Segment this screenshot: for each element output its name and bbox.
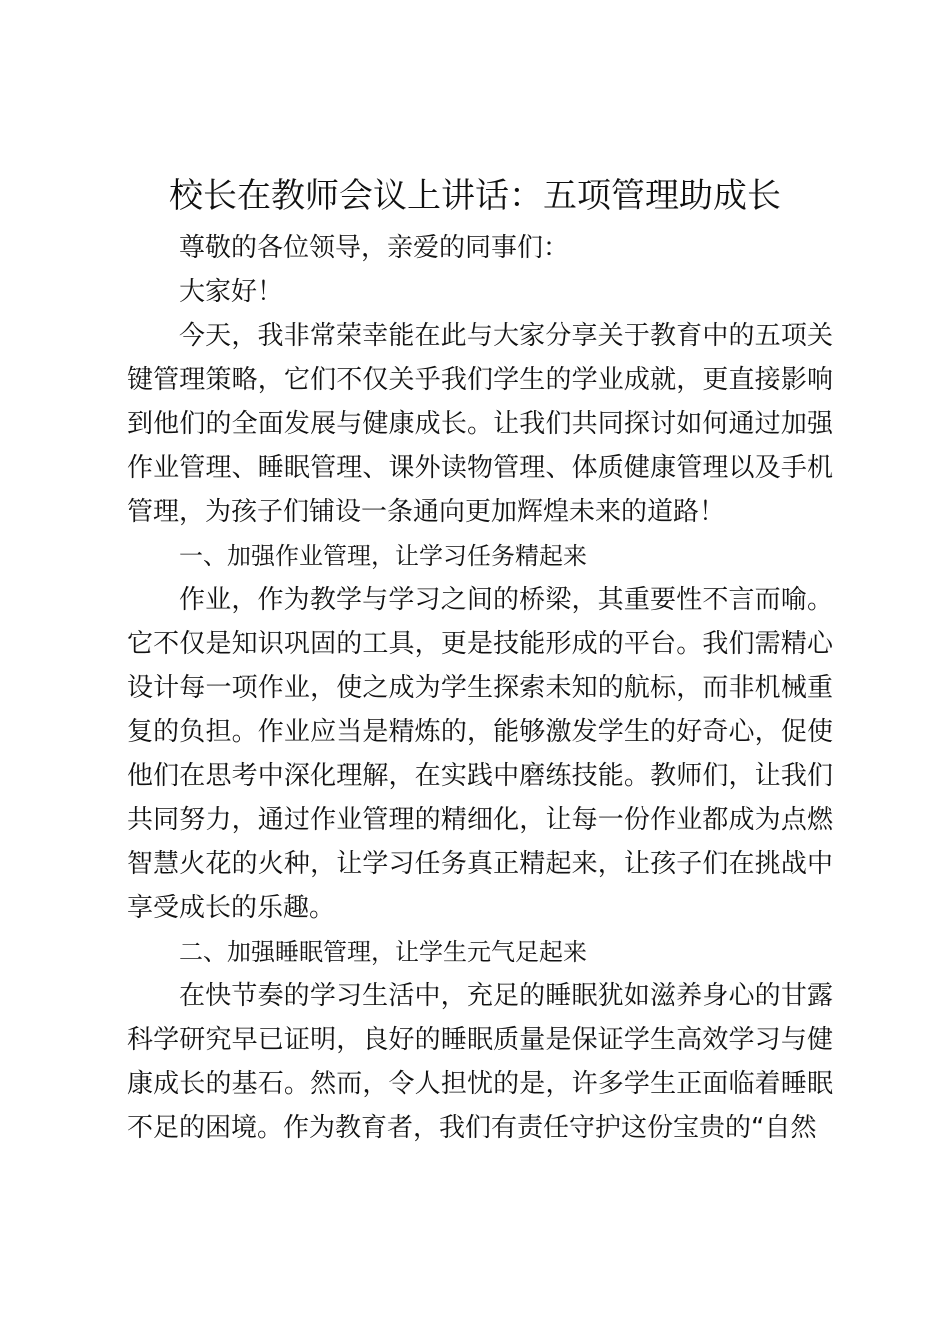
- sleep-paragraph: 在快节奏的学习生活中，充足的睡眠犹如滋养身心的甘露科学研究早已证明，良好的睡眠质量是保证学生高效学习与健康成长的基石。然而，令人担忧的是，许多学生正面临着睡眠不足的困境。作为教育者，我们有责任守护这份宝贵的“自然: [127, 981, 833, 1143]
- salutation: 尊敬的各位领导，亲爱的同事们：: [179, 233, 570, 263]
- document-body: [127, 226, 833, 1150]
- homework-paragraph: 作业，作为教学与学习之间的桥梁，其重要性不言而喻。它不仅是知识巩固的工具，更是技能形成的平台。我们需精心设计每一项作业，使之成为学生探索未知的航标，而非机械重复的负担。作业应当是精炼的，能够激发学生的好奇心，促使他们在思考中深化理解，在实践中磨练技能。教师们，让我们共同努力，通过作业管理的精细化，让每一份作业都成为点燃智慧火花的火种，让学习任务真正精起来，让孩子们在挑战中享受成长的乐趣。: [127, 585, 833, 923]
- section-heading-sleep: 二、加强睡眠管理，让学生元气足起来: [179, 938, 587, 966]
- document-title: 校长在教师会议上讲话：五项管理助成长: [169, 176, 781, 216]
- intro-paragraph: 今天，我非常荣幸能在此与大家分享关于教育中的五项关键管理策略，它们不仅关乎我们学生的学业成就，更直接影响到他们的全面发展与健康成长。让我们共同探讨如何通过加强作业管理、睡眠管理、课外读物管理、体质健康管理以及手机管理，为孩子们铺设一条通向更加辉煌未来的道路！: [127, 321, 833, 527]
- greeting: 大家好！: [179, 277, 284, 307]
- section-heading-homework: 一、加强作业管理，让学习任务精起来: [179, 542, 587, 570]
